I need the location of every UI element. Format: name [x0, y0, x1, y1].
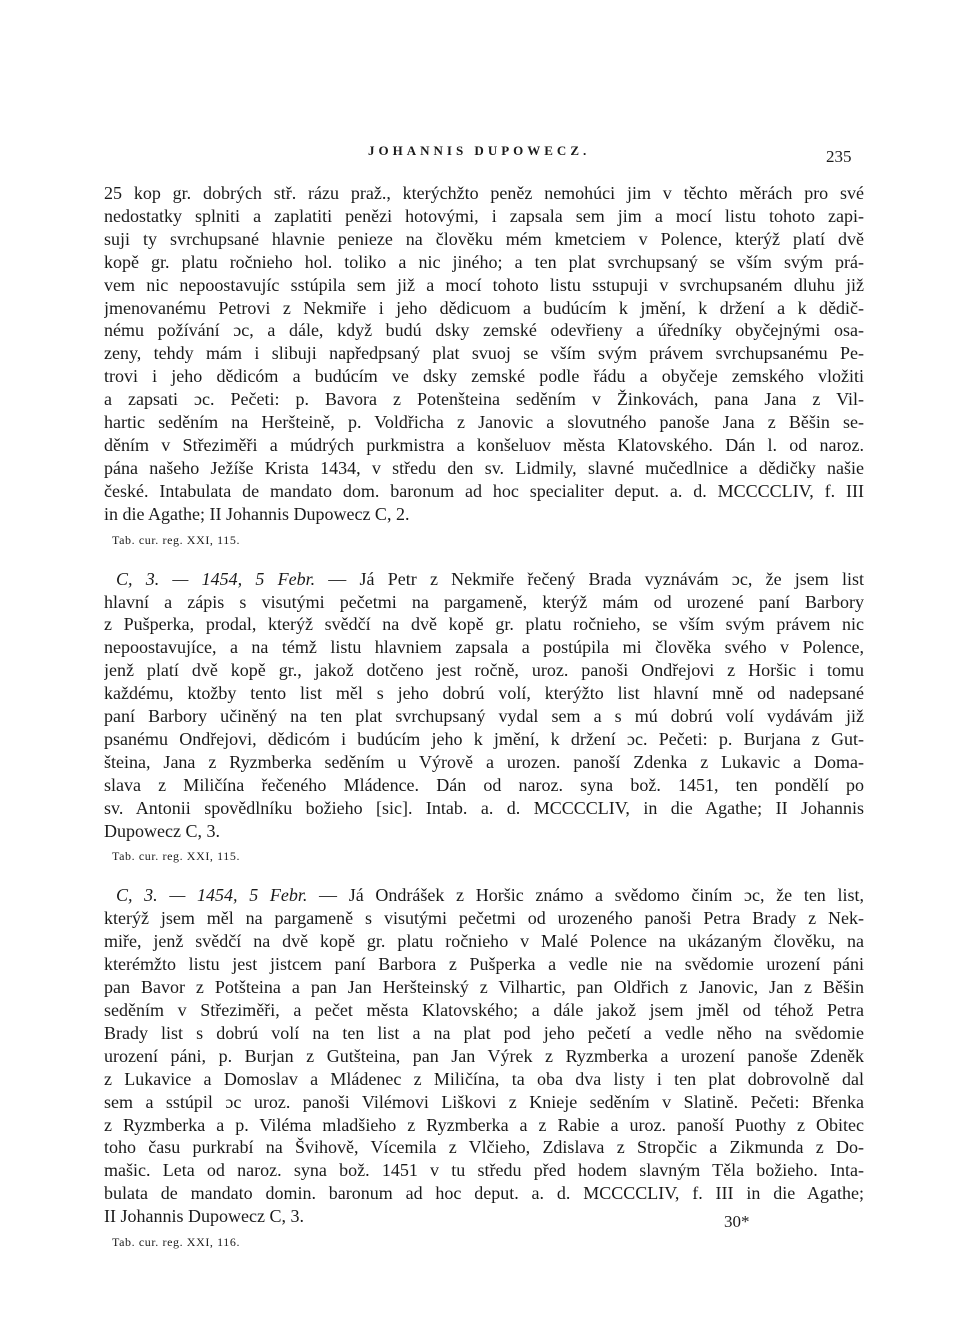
text-line: z Lukavice a Domoslav a Mládenec z Miličína, ta oba dva listy i ten plat dobrovolně dal — [104, 1068, 864, 1089]
text-line: mašic. Leta od naroz. syna bož. 1451 v tu středu před hodem slavným Těla božieho. Inta- — [104, 1160, 864, 1181]
text-line: II Johannis Dupowecz C, 3. — [104, 1206, 304, 1227]
text-line: suji ty svrchupsané hlavnie penieze na člověku mém kmetciem v Polence, kterýž platí dvě — [104, 228, 864, 249]
text-line: z Pušperka, prodal, kterýž svědčí na dvě kopě gr. platu ročnieho, se vším svým právem nic — [104, 614, 864, 635]
running-head — [0, 143, 960, 165]
text-line: C, 3. — 1454, 5 Febr. — Já Petr z Nekmiře řečený Brada vyznávám ɔc, že jsem list — [116, 568, 864, 589]
text-line: nému požívání ɔc, a dále, když budú dsky zemské odevřieny a úředníky obyčejnými osa- — [104, 320, 864, 341]
text-line: jenž platí dvě kopě gr., jakož dotčeno jest ročně, uroz. panoši Ondřejovi z Horšic i tomu — [104, 660, 864, 681]
text-line: Dupowecz C, 3. — [104, 820, 220, 841]
text-line: šteina, Jana z Ryzmberka seděním u Výrově a urozen. panoší Zdenka z Lukavic a Doma- — [104, 751, 864, 772]
text-line: 25 kop gr. dobrých stř. rázu praž., kterýchžto peněz nemohúci jim v těchto měrách pro své — [104, 183, 864, 203]
text-line: kopě gr. platu ročnieho hol. toliko a nic jiného; a ten plat svrchupsaný se vším svým prá- — [104, 251, 864, 272]
text-line: nepoostavujíce, a na témž listu hlavniem zapsala a postúpila mi člověka svého v Polence, — [104, 637, 864, 658]
text-line: české. Intabulata de mandato dom. baronum ad hoc specialiter deput. a. d. MCCCCLIV, f. III — [104, 480, 864, 501]
text-line: hartic seděním na Heršteině, p. Voldřicha z Janovic a slovutného panoše Jana z Běšin se- — [104, 412, 864, 433]
text-line: pan Bavor z Potšteina a pan Jan Heršteinský z Vilhartic, pan Oldřich z Janovic, Jan z Běšin — [104, 977, 864, 998]
text-line: psanému Ondřejovi, dědicóm i budúcím jeho k jmění, k držení ɔc. Pečeti: p. Burjana z Gut- — [104, 728, 864, 749]
signature-mark: 30* — [724, 1212, 750, 1231]
text-line: C, 3. — 1454, 5 Febr. — Já Ondrášek z Horšic známo a svědomo činím ɔc, že ten list, — [116, 885, 864, 906]
text-line: kterémžto listu jest jistcem paní Barbora z Pušperka a vedle nie na svědomie urození páni — [104, 954, 864, 975]
citation: Tab. cur. reg. XXI, 115. — [112, 532, 241, 547]
page-number: 235 — [826, 147, 852, 166]
text-line: děním v Střeziměři a múdrých purkmistra a konšeluov města Klatovského. Dán l. od naroz. — [104, 434, 864, 455]
text-line: zeny, tehdy mám i slibuji napředpsaný plat svuoj se vším svým právem svrchupsanému Pe- — [104, 343, 864, 364]
citation: Tab. cur. reg. XXI, 115. — [112, 849, 241, 864]
text-line: Brady list s dobrú volí na ten list a na plat pod jeho pečetí a vedle něho na svědomie — [104, 1022, 864, 1043]
text-line: slava z Miličína řečeného Mládence. Dán od naroz. syna bož. 1451, ten pondělí po — [104, 774, 864, 795]
text-line: pána našeho Ježíše Krista 1434, v středu den sv. Lidmily, slavné mučedlnice a dědičky našie — [104, 457, 864, 478]
text-line: in die Agathe; II Johannis Dupowecz C, 2. — [104, 503, 410, 524]
citation: Tab. cur. reg. XXI, 116. — [112, 1235, 241, 1250]
text-line: z Ryzmberka a p. Viléma mladšieho z Ryzmberka a z Rabie a uroz. panoší Puothy z Obitec — [104, 1114, 864, 1135]
text-line: hlavní a zápis s visutými pečetmi na pargameně, kterýž mám od urozené paní Barbory — [104, 591, 864, 612]
text-line: a zapsati ɔc. Pečeti: p. Bavora z Potenšteina seděním v Žinkovách, pana Jana z Vil- — [104, 389, 864, 410]
text-line: paní Barbory učiněný na ten plat svrchupsaný vydal sem a s mú dobrú volí vydávám již — [104, 706, 864, 727]
text-line: toho času purkrabí na Švihově, Vícemila z Vlčieho, Zdislava z Stropčic a Zikmunda z Do- — [104, 1137, 864, 1158]
text-line: urození páni, p. Burjan z Gutšteina, pan Jan Výrek z Ryzmberka a urození panoše Zdeněk — [104, 1045, 864, 1066]
text-line: miře, jenž svědčí na dvě kopě gr. platu ročnieho v Malé Polence na ukázaným člověku, na — [104, 931, 864, 952]
text-line: nedostatky splniti a zaplatiti penězi hotovými, i zapsala sem jim a mocí listu tohoto zapi- — [104, 205, 864, 226]
body-text — [104, 182, 864, 1270]
text-line: sv. Antonii spovědlníku božieho [sic]. Intab. a. d. MCCCCLIV, in die Agathe; II Johannis — [104, 797, 864, 818]
text-line: jmenovanému Petrovi z Nekmiře i jeho dědicuom a budúcím k jmění, k držení a k dědič- — [104, 297, 864, 318]
entry — [104, 884, 864, 1250]
entry — [104, 568, 864, 865]
running-title: JOHANNIS DUPOWECZ. — [368, 143, 591, 158]
text-line: sem a sstúpil ɔc uroz. panoši Vilémovi Liškovi z Knieje seděním v Slatině. Pečeti: Břenka — [104, 1091, 864, 1112]
text-line: seděním v Střeziměři, a pečet města Klatovského; a dále jakož jsem jměl od téhož Petra — [104, 1000, 864, 1020]
text-line: vem nic nepoostavujíc sstúpila sem již a mocí tohoto listu sstupuji v svrchupsaném dluhu již — [104, 274, 864, 295]
text-line: trovi i jeho dědicóm a budúcím ve dsky zemské podle řádu a obyčeje zemského vložiti — [104, 366, 864, 387]
text-line: každému, ktožby tento list měl s jeho dobrú volí, kterýžto list hlavní mně od nadepsané — [104, 683, 864, 704]
text-line: kterýž jsem měl na pargameně s visutými pečetmi od urozeného panoši Petra Brady z Nek- — [104, 908, 864, 929]
entry — [104, 182, 864, 548]
text-line: bulata de mandato domin. baronum ad hoc deput. a. d. MCCCCLIV, f. III in die Agathe; — [104, 1183, 864, 1204]
